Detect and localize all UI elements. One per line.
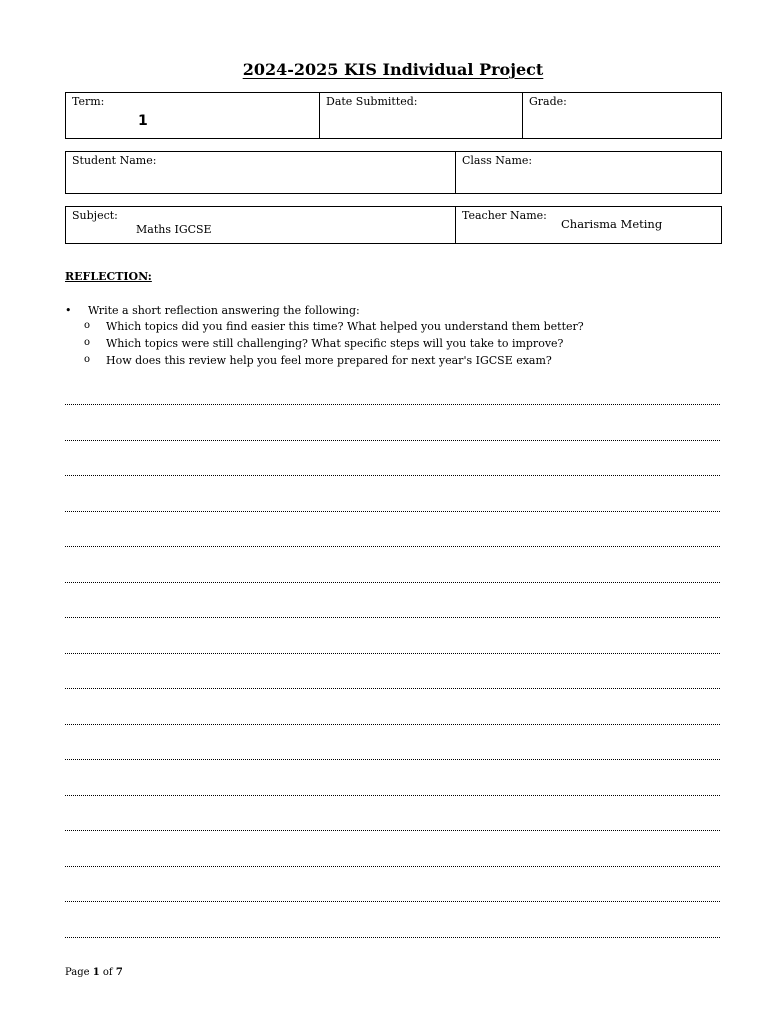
- main-bullet-text: Write a short reflection answering the following:: [88, 304, 360, 317]
- answer-area[interactable]: [65, 0, 720, 1024]
- answer-line[interactable]: [65, 582, 720, 583]
- sub-bullet-text: Which topics were still challenging? What specific steps will you take to improve?: [106, 337, 564, 350]
- circle-bullet-icon: o: [84, 337, 91, 348]
- answer-line[interactable]: [65, 475, 720, 476]
- subject-value: Maths IGCSE: [136, 223, 212, 236]
- teacher-name-label: Teacher Name:: [462, 209, 547, 222]
- term-value: 1: [138, 113, 148, 129]
- circle-bullet-icon: o: [84, 354, 91, 365]
- circle-bullet-icon: o: [84, 320, 91, 331]
- subject-label: Subject:: [72, 209, 118, 222]
- page-title: 2024-2025 KIS Individual Project: [242, 60, 544, 79]
- date-submitted-label: Date Submitted:: [326, 95, 418, 108]
- answer-line[interactable]: [65, 795, 720, 796]
- answer-line[interactable]: [65, 688, 720, 689]
- grade-label: Grade:: [529, 95, 567, 108]
- term-label: Term:: [72, 95, 105, 108]
- answer-line[interactable]: [65, 546, 720, 547]
- answer-line[interactable]: [65, 653, 720, 654]
- answer-line[interactable]: [65, 937, 720, 938]
- answer-line[interactable]: [65, 830, 720, 831]
- page-footer: [65, 967, 123, 978]
- student-name-label: Student Name:: [72, 154, 157, 167]
- answer-line[interactable]: [65, 724, 720, 725]
- answer-line[interactable]: [65, 901, 720, 902]
- teacher-name-value: Charisma Meting: [561, 217, 663, 231]
- page-total: 7: [115, 967, 123, 978]
- answer-line[interactable]: [65, 404, 720, 405]
- sub-bullet-text: Which topics did you find easier this time? What helped you understand them better?: [106, 320, 584, 333]
- page-word: Page: [65, 967, 90, 978]
- answer-line[interactable]: [65, 440, 720, 441]
- reflection-heading: REFLECTION:: [65, 270, 152, 283]
- page-number: 1: [92, 967, 100, 978]
- bullet-icon: •: [65, 304, 72, 317]
- answer-line[interactable]: [65, 759, 720, 760]
- answer-line[interactable]: [65, 511, 720, 512]
- sub-bullet-text: How does this review help you feel more prepared for next year's IGCSE exam?: [106, 354, 552, 367]
- answer-line[interactable]: [65, 866, 720, 867]
- of-word: of: [102, 967, 113, 978]
- answer-line[interactable]: [65, 617, 720, 618]
- class-name-label: Class Name:: [462, 154, 533, 167]
